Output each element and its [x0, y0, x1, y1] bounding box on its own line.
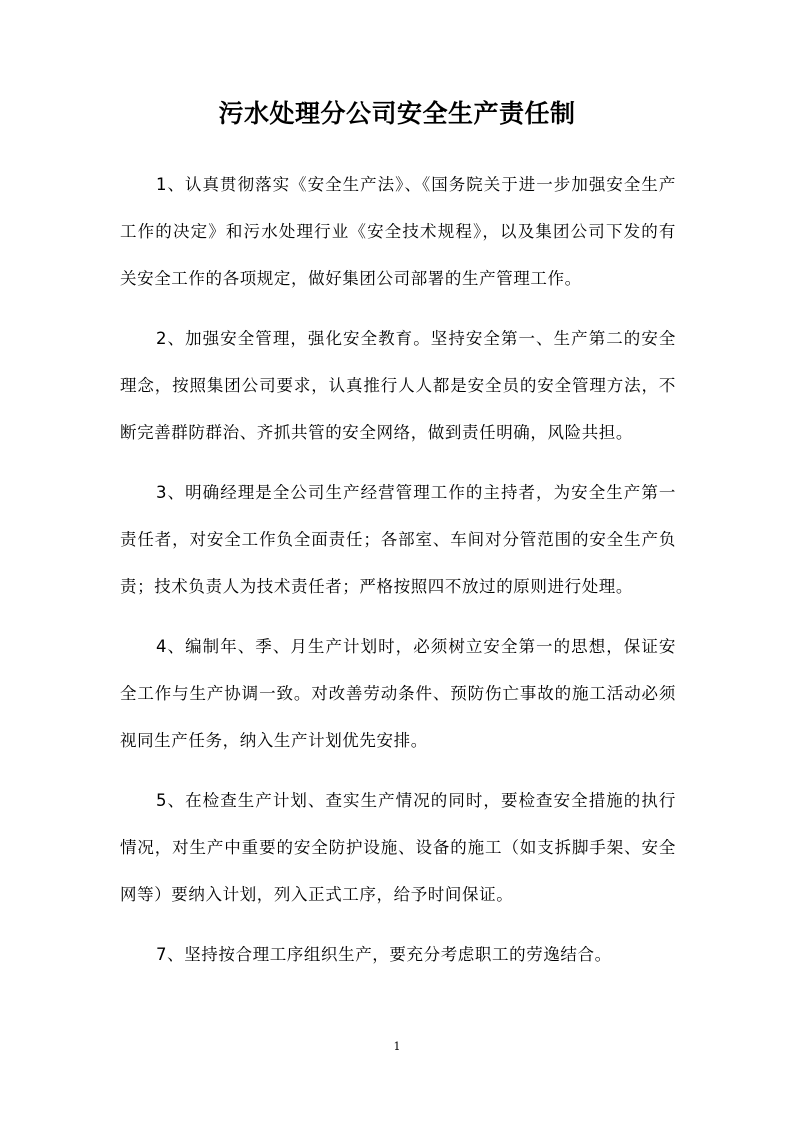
paragraph-7: 7、坚持按合理工序组织生产，要充分考虑职工的劳逸结合。 — [156, 945, 612, 964]
paragraph-4: 4、编制年、季、月生产计划时，必须树立安全第一的思想，保证安全工作与生产协调一致。对改善劳动条件、预防伤亡事故的施工活动必须视同生产任务，纳入生产计划优先安排。 — [120, 637, 676, 750]
document-body — [120, 161, 676, 991]
paragraph-1: 1、认真贯彻落实《安全生产法》、《国务院关于进一步加强安全生产工作的决定》和污水处理行业《安全技术规程》，以及集团公司下发的有关安全工作的各项规定，做好集团公司部署的生产管理工作。 — [120, 175, 676, 288]
paragraph-2: 2、加强安全管理，强化安全教育。坚持安全第一、生产第二的安全理念，按照集团公司要求，认真推行人人都是安全员的安全管理方法，不断完善群防群治、齐抓共管的安全网络，做到责任明确，风险共担。 — [120, 329, 676, 442]
paragraph-5: 5、在检查生产计划、查实生产情况的同时，要检查安全措施的执行情况，对生产中重要的安全防护设施、设备的施工（如支拆脚手架、安全网等）要纳入计划，列入正式工序，给予时间保证。 — [120, 791, 676, 904]
document-title: 污水处理分公司安全生产责任制 — [218, 99, 576, 128]
page-number: 1 — [393, 1040, 401, 1053]
paragraph-3: 3、明确经理是全公司生产经营管理工作的主持者，为安全生产第一责任者，对安全工作负全面责任；各部室、车间对分管范围的安全生产负责；技术负责人为技术责任者；严格按照四不放过的原则进行处理。 — [120, 483, 676, 596]
